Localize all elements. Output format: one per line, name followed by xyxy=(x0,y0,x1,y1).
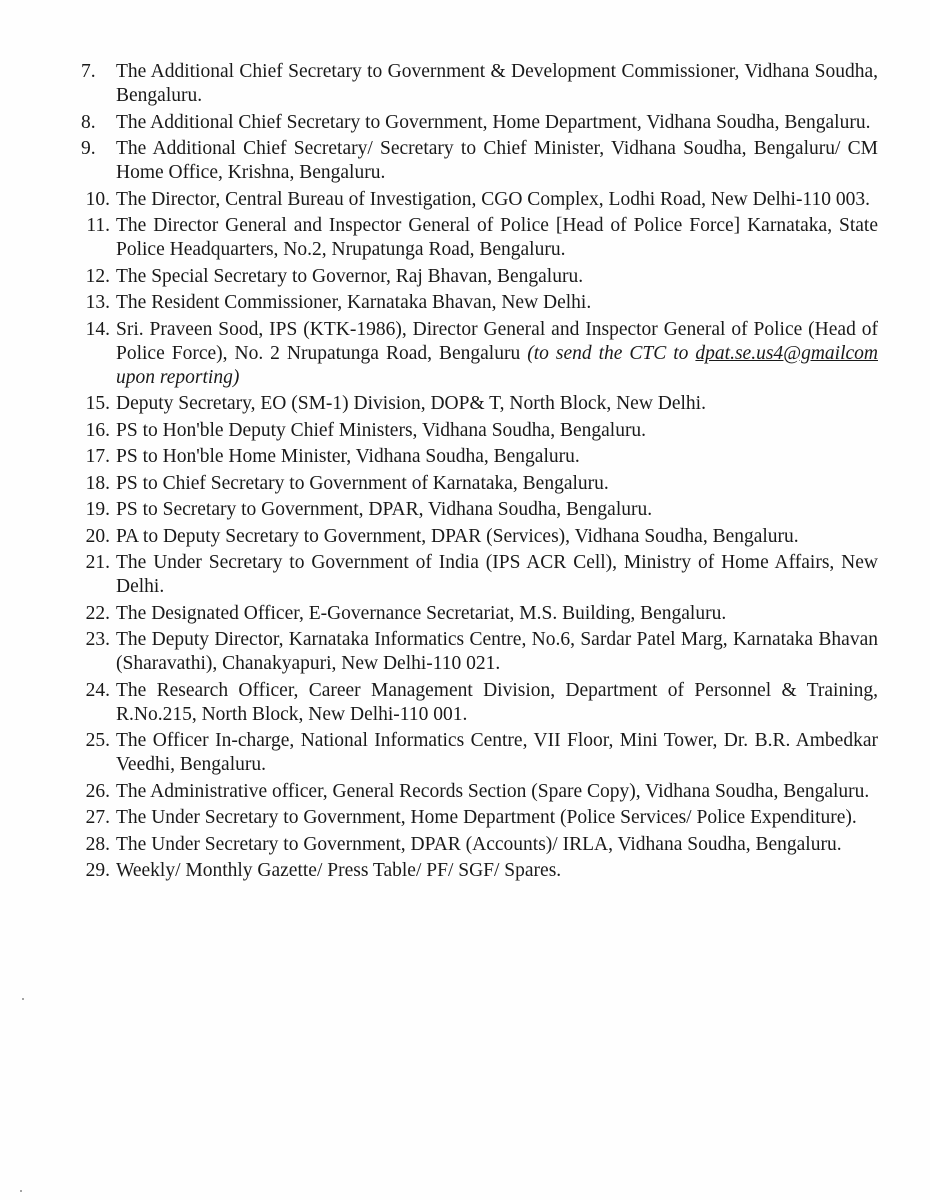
item-text: The Research Officer, Career Management Division, Department of Personnel & Training, R.No.215, North Block, New Delhi-110 001. xyxy=(116,679,878,725)
list-item xyxy=(78,265,878,289)
list-item xyxy=(78,551,878,599)
item-text: PS to Chief Secretary to Government of Karnataka, Bengaluru. xyxy=(116,472,609,494)
item-text: The Additional Chief Secretary to Government & Development Commissioner, Vidhana Soudha, Bengaluru. xyxy=(116,61,878,106)
scan-speck xyxy=(20,1190,22,1192)
list-item xyxy=(78,188,878,212)
item-text: The Officer In-charge, National Informatics Centre, VII Floor, Mini Tower, Dr. B.R. Ambedkar Veedhi, Bengaluru. xyxy=(116,730,878,775)
list-item xyxy=(78,806,878,830)
copy-to-list xyxy=(78,60,878,886)
list-item xyxy=(78,214,878,262)
item-number: 29. xyxy=(85,860,110,881)
item-text: PS to Hon'ble Home Minister, Vidhana Soudha, Bengaluru. xyxy=(116,446,580,467)
item-number: 16. xyxy=(85,419,110,441)
item-number: 9. xyxy=(81,138,96,159)
list-item xyxy=(78,859,878,883)
item-text: Deputy Secretary, EO (SM-1) Division, DOP& T, North Block, New Delhi. xyxy=(116,393,706,414)
item-text: The Under Secretary to Government of India (IPS ACR Cell), Ministry of Home Affairs, New Delhi. xyxy=(116,552,878,597)
list-item xyxy=(78,525,878,549)
item-number: 12. xyxy=(85,265,110,287)
item-text: The Director, Central Bureau of Investigation, CGO Complex, Lodhi Road, New Delhi-110 003. xyxy=(116,188,870,210)
list-item xyxy=(78,291,878,315)
item-number: 27. xyxy=(85,807,110,828)
item-text: PS to Secretary to Government, DPAR, Vidhana Soudha, Bengaluru. xyxy=(116,499,653,520)
item-number: 17. xyxy=(85,446,110,467)
item-text: The Director General and Inspector General of Police [Head of Police Force] Karnataka, State Police Headquarters, No.2, Nrupatunga Road, Bengaluru. xyxy=(116,215,878,260)
item-number: 24. xyxy=(85,679,110,701)
item-text: The Designated Officer, E-Governance Secretariat, M.S. Building, Bengaluru. xyxy=(116,602,727,624)
item-text: The Resident Commissioner, Karnataka Bhavan, New Delhi. xyxy=(116,292,592,313)
item-number: 11. xyxy=(86,215,110,236)
item-number: 22. xyxy=(85,602,110,624)
item-number: 15. xyxy=(85,393,110,414)
list-item xyxy=(78,729,878,777)
list-item xyxy=(78,111,878,135)
item-number: 21. xyxy=(85,552,110,573)
item-text: The Special Secretary to Governor, Raj Bhavan, Bengaluru. xyxy=(116,265,584,287)
list-item xyxy=(78,60,878,108)
item-number: 25. xyxy=(85,730,110,751)
item-text: The Additional Chief Secretary/ Secretary to Chief Minister, Vidhana Soudha, Bengaluru/ CM Home Office, Krishna, Bengaluru. xyxy=(116,138,878,183)
list-item xyxy=(78,137,878,185)
list-item xyxy=(78,318,878,390)
item-text: The Additional Chief Secretary to Government, Home Department, Vidhana Soudha, Bengaluru. xyxy=(116,111,871,133)
item-number: 23. xyxy=(85,629,110,650)
item-number: 10. xyxy=(85,188,110,210)
item-italic-note: (to send the CTC to xyxy=(527,342,696,364)
list-item xyxy=(78,602,878,626)
item-text: The Deputy Director, Karnataka Informatics Centre, No.6, Sardar Patel Marg, Karnataka Bhavan (Sharavathi), Chanakyapuri, New Delhi-110 021. xyxy=(116,629,878,674)
list-item xyxy=(78,472,878,496)
item-text: PS to Hon'ble Deputy Chief Ministers, Vidhana Soudha, Bengaluru. xyxy=(116,419,647,441)
item-text: The Under Secretary to Government, DPAR (Accounts)/ IRLA, Vidhana Soudha, Bengaluru. xyxy=(116,833,842,855)
item-text-container xyxy=(116,318,878,390)
item-number: 28. xyxy=(85,833,110,855)
item-number: 18. xyxy=(85,472,110,494)
list-item xyxy=(78,628,878,676)
list-item xyxy=(78,679,878,727)
email-link[interactable]: dpat.se.us4@gmailcom xyxy=(695,342,878,364)
item-italic-note-end: upon reporting) xyxy=(116,366,240,388)
item-text: The Administrative officer, General Records Section (Spare Copy), Vidhana Soudha, Bengaluru. xyxy=(116,780,870,802)
list-item xyxy=(78,498,878,522)
item-text: PA to Deputy Secretary to Government, DPAR (Services), Vidhana Soudha, Bengaluru. xyxy=(116,525,799,547)
item-number: 8. xyxy=(81,111,96,133)
list-item xyxy=(78,833,878,857)
list-item xyxy=(78,419,878,443)
item-number: 7. xyxy=(81,61,96,82)
item-number: 13. xyxy=(85,292,110,313)
item-number: 26. xyxy=(85,780,110,802)
item-text: The Under Secretary to Government, Home Department (Police Services/ Police Expenditure). xyxy=(116,807,857,828)
item-number: 19. xyxy=(85,499,110,520)
item-text: Weekly/ Monthly Gazette/ Press Table/ PF/ SGF/ Spares. xyxy=(116,860,562,881)
item-number: 20. xyxy=(85,525,110,547)
list-item xyxy=(78,445,878,469)
item-text: Sri. Praveen Sood, IPS (KTK-1986), Director General and Inspector General of Police (Head of Police Force), No. 2 Nrupatunga Road, Bengaluru xyxy=(116,318,878,364)
item-number: 14. xyxy=(85,318,110,340)
scan-speck xyxy=(22,998,24,1000)
list-item xyxy=(78,780,878,804)
list-item xyxy=(78,392,878,416)
